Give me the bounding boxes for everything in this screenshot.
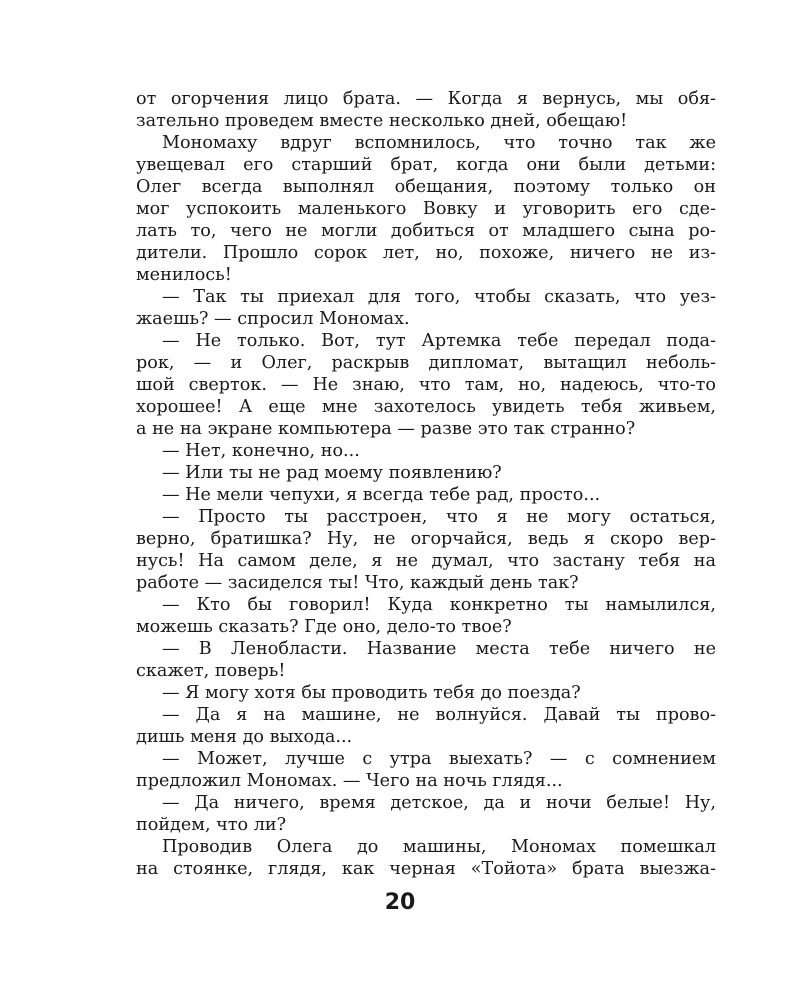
text-line: — Нет, конечно, но...	[162, 441, 360, 461]
text-line: — Так ты приехал для того, чтобы сказать, что уез-	[162, 287, 716, 307]
text-line: — Да я на машине, не волнуйся. Давай ты прово-	[162, 705, 716, 725]
text-line: — Или ты не рад моему появлению?	[162, 463, 502, 483]
text-line: шой сверток. — Не знаю, что там, но, надеюсь, что-то	[136, 375, 716, 395]
text-line: от огорчения лицо брата. — Когда я вернусь, мы обя-	[136, 89, 716, 109]
body-text	[136, 88, 716, 880]
text-line: лать то, чего не могли добиться от младшего сына ро-	[136, 221, 716, 241]
text-line: менилось!	[136, 265, 232, 285]
text-line: зательно проведем вместе несколько дней, обещаю!	[136, 111, 628, 131]
text-line: увещевал его старший брат, когда они были детьми:	[136, 155, 716, 175]
text-line: Олег всегда выполнял обещания, поэтому только он	[136, 177, 716, 197]
text-line: — Кто бы говорил! Куда конкретно ты намылился,	[162, 595, 716, 615]
text-line: пойдем, что ли?	[136, 815, 287, 835]
text-line: жаешь? — спросил Мономах.	[136, 309, 410, 329]
text-line: — Не мели чепухи, я всегда тебе рад, просто...	[162, 485, 601, 505]
text-line: можешь сказать? Где оно, дело-то твое?	[136, 617, 512, 637]
text-line: мог успокоить маленького Вовку и уговорить его сде-	[136, 199, 716, 219]
text-line: хорошее! А еще мне захотелось увидеть тебя живьем,	[136, 397, 716, 417]
text-line: дишь меня до выхода...	[136, 727, 353, 747]
text-line: — Я могу хотя бы проводить тебя до поезда?	[162, 683, 581, 703]
text-line: — Да ничего, время детское, да и ночи белые! Ну,	[162, 793, 716, 813]
text-line: — Не только. Вот, тут Артемка тебе передал пода-	[162, 331, 716, 351]
page-number: 20	[384, 890, 416, 915]
text-line: дители. Прошло сорок лет, но, похоже, ничего не из-	[136, 243, 716, 263]
text-line: верно, братишка? Ну, не огорчайся, ведь я скоро вер-	[136, 529, 716, 549]
text-line: рок, — и Олег, раскрыв дипломат, вытащил неболь-	[136, 353, 716, 373]
text-line: Мономаху вдруг вспомнилось, что точно так же	[162, 133, 716, 153]
text-line: работе — засиделся ты! Что, каждый день так?	[136, 573, 579, 593]
text-line: — В Ленобласти. Название места тебе ничего не	[162, 639, 716, 659]
text-line: — Может, лучше с утра выехать? — с сомнением	[162, 749, 716, 769]
text-line: — Просто ты расстроен, что я не могу остаться,	[162, 507, 716, 527]
text-line: на стоянке, глядя, как черная «Тойота» брата выезжа-	[136, 859, 716, 879]
text-line: нусь! На самом деле, я не думал, что застану тебя на	[136, 551, 716, 571]
text-line: а не на экране компьютера — разве это так странно?	[136, 419, 636, 439]
text-line: скажет, поверь!	[136, 661, 286, 681]
text-line: Проводив Олега до машины, Мономах помешкал	[162, 837, 716, 857]
text-line: предложил Мономах. — Чего на ночь глядя...	[136, 771, 563, 791]
